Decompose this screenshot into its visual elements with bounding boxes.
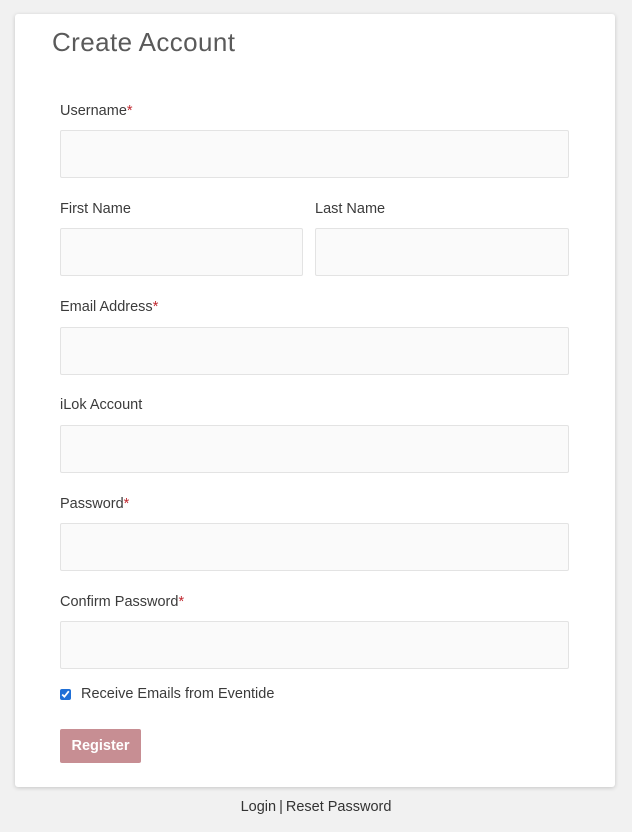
register-button[interactable]: Register <box>60 729 141 763</box>
email-label <box>60 299 158 315</box>
password-label-text: Password <box>60 496 124 512</box>
email-input[interactable] <box>60 327 569 375</box>
required-marker: * <box>126 103 133 119</box>
confirm-password-input[interactable] <box>60 621 569 669</box>
password-input[interactable] <box>60 523 569 571</box>
newsletter-label[interactable]: Receive Emails from Eventide <box>81 686 275 702</box>
confirm-password-label <box>60 594 184 610</box>
first-name-input[interactable] <box>60 228 303 276</box>
email-label-text: Email Address <box>60 299 153 315</box>
username-input[interactable] <box>60 130 569 178</box>
first-name-label: First Name <box>60 201 131 217</box>
newsletter-checkbox[interactable] <box>60 689 71 700</box>
link-separator: | <box>279 799 283 815</box>
username-label-text: Username <box>60 103 127 119</box>
last-name-label: Last Name <box>315 201 386 217</box>
required-marker: * <box>123 496 130 512</box>
ilok-label: iLok Account <box>60 397 143 413</box>
page-title: Create Account <box>52 27 236 57</box>
newsletter-row <box>60 684 274 704</box>
required-marker: * <box>152 299 159 315</box>
username-label <box>60 103 133 119</box>
reset-password-link[interactable]: Reset Password <box>285 799 392 815</box>
create-account-card <box>15 14 615 787</box>
ilok-input[interactable] <box>60 425 569 473</box>
password-label <box>60 496 129 512</box>
footer-links <box>0 799 632 815</box>
login-link[interactable]: Login <box>240 799 277 815</box>
confirm-password-label-text: Confirm Password <box>60 594 179 610</box>
last-name-input[interactable] <box>315 228 569 276</box>
required-marker: * <box>178 594 185 610</box>
